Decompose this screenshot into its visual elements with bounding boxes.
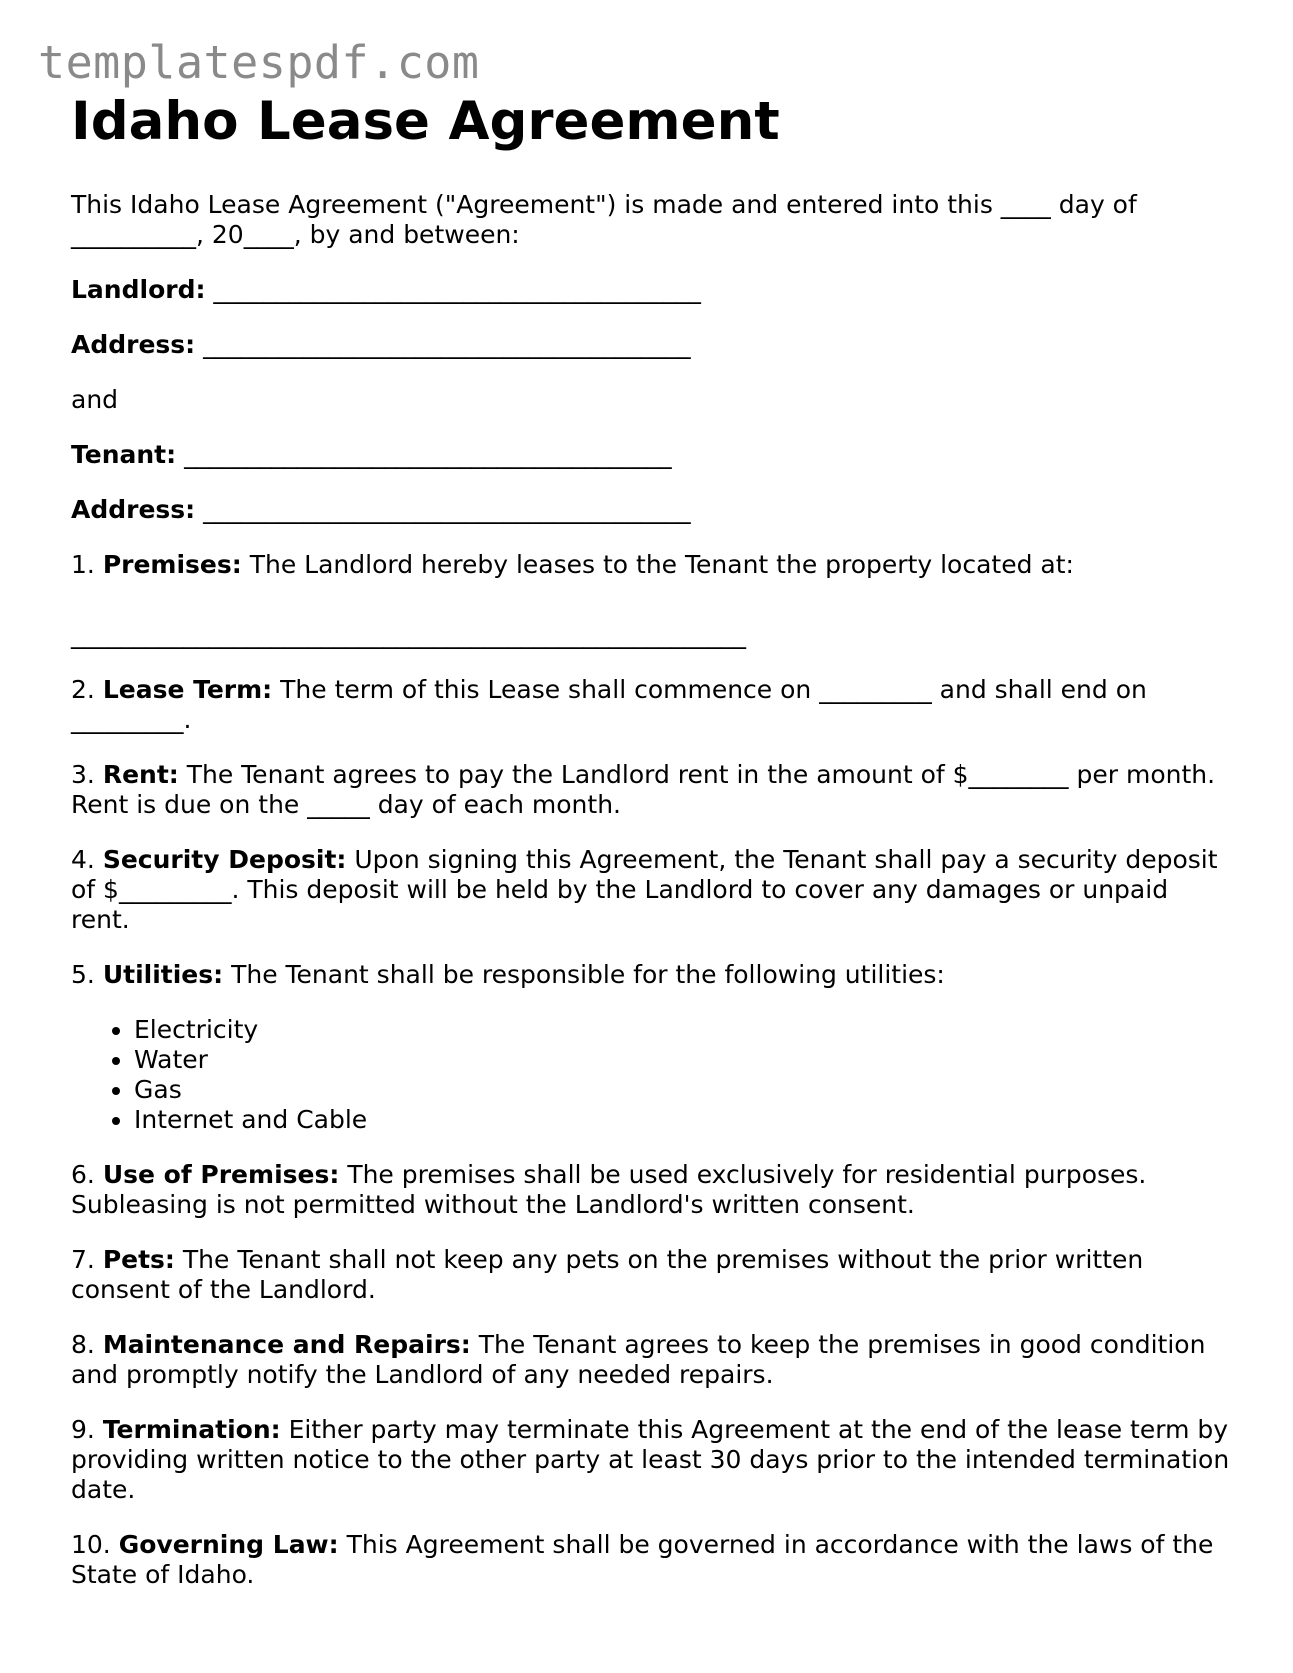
section-text: The Tenant shall be responsible for the following utilities:	[231, 960, 945, 989]
tenant-address-label: Address:	[71, 495, 196, 524]
section-number: 2.	[71, 675, 95, 704]
landlord-address-blank: _______________________________________	[203, 330, 691, 359]
section-text: Either party may terminate this Agreement at the end of the lease term by providing written notice to the other party at least 30 days prior to the intended termination date.	[71, 1415, 1230, 1504]
section-number: 9.	[71, 1415, 95, 1444]
section-premises	[71, 550, 1231, 580]
and-text: and	[71, 385, 119, 414]
section-text: The Tenant agrees to keep the premises in good condition and promptly notify the Landlord of any needed repairs.	[71, 1330, 1206, 1389]
landlord-blank: _______________________________________	[213, 275, 701, 304]
section-number: 1.	[71, 550, 95, 579]
section-maintenance	[71, 1330, 1231, 1390]
section-pets	[71, 1245, 1231, 1305]
section-number: 8.	[71, 1330, 95, 1359]
section-heading: Maintenance and Repairs:	[102, 1330, 471, 1359]
section-security-deposit	[71, 845, 1231, 935]
section-number: 5.	[71, 960, 95, 989]
section-utilities	[71, 960, 1231, 990]
section-text: The Tenant agrees to pay the Landlord rent in the amount of $________ per month. Rent is due on the _____ day of each month.	[71, 760, 1216, 819]
section-heading: Termination:	[102, 1415, 281, 1444]
section-number: 6.	[71, 1160, 95, 1189]
section-number: 3.	[71, 760, 95, 789]
tenant-line	[71, 440, 1231, 470]
section-text: This Agreement shall be governed in accordance with the laws of the State of Idaho.	[71, 1530, 1214, 1589]
section-number: 10.	[71, 1530, 111, 1559]
section-number: 4.	[71, 845, 95, 874]
document-body	[71, 88, 1231, 1615]
section-text: Upon signing this Agreement, the Tenant shall pay a security deposit of $_________. This deposit will be held by the Landlord to cover any damages or unpaid rent.	[71, 845, 1218, 934]
section-text: The Landlord hereby leases to the Tenant the property located at:	[249, 550, 1074, 579]
section-rent	[71, 760, 1231, 820]
landlord-address-line	[71, 330, 1231, 360]
tenant-address-line	[71, 495, 1231, 525]
section-heading: Premises:	[102, 550, 242, 579]
landlord-address-label: Address:	[71, 330, 196, 359]
section-text: The premises shall be used exclusively for residential purposes. Subleasing is not permitted without the Landlord's written consent.	[71, 1160, 1147, 1219]
section-heading: Lease Term:	[102, 675, 273, 704]
premises-address-blank: ______________________________________________________	[71, 620, 746, 649]
document-title: Idaho Lease Agreement	[71, 91, 780, 152]
section-text: The term of this Lease shall commence on _________ and shall end on _________.	[71, 675, 1147, 734]
list-item: • Internet and Cable	[134, 1105, 1231, 1135]
landlord-line	[71, 275, 1231, 305]
tenant-address-blank: _______________________________________	[203, 495, 691, 524]
section-text: The Tenant shall not keep any pets on the premises without the prior written consent of the Landlord.	[71, 1245, 1144, 1304]
landlord-label: Landlord:	[71, 275, 206, 304]
section-heading: Rent:	[102, 760, 179, 789]
tenant-label: Tenant:	[71, 440, 177, 469]
section-heading: Utilities:	[102, 960, 224, 989]
section-heading: Pets:	[102, 1245, 175, 1274]
list-item: • Electricity	[134, 1015, 1231, 1045]
section-heading: Governing Law:	[118, 1530, 339, 1559]
section-heading: Security Deposit:	[102, 845, 347, 874]
utilities-list	[71, 1015, 1231, 1135]
section-number: 7.	[71, 1245, 95, 1274]
list-item: • Water	[134, 1045, 1231, 1075]
section-use-of-premises	[71, 1160, 1231, 1220]
section-governing-law	[71, 1530, 1231, 1590]
section-heading: Use of Premises:	[102, 1160, 340, 1189]
section-lease-term	[71, 675, 1231, 735]
section-termination	[71, 1415, 1231, 1505]
intro-paragraph: This Idaho Lease Agreement ("Agreement") is made and entered into this ____ day of __________, 20____, by and between:	[71, 190, 1137, 249]
tenant-blank: _______________________________________	[184, 440, 672, 469]
watermark: templatespdf.com	[38, 36, 480, 89]
list-item: • Gas	[134, 1075, 1231, 1105]
